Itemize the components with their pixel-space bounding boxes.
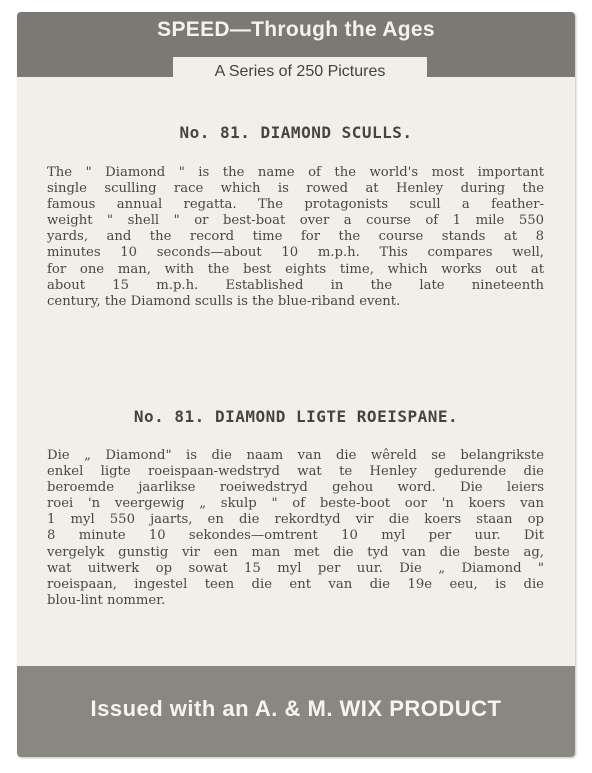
text-line: roei 'n veergewig „ skulp " of beste-boot oor 'n koers van xyxy=(47,496,544,512)
cigarette-card xyxy=(17,12,575,757)
footer-band xyxy=(17,666,575,757)
english-description xyxy=(47,165,544,310)
issuer-text: Issued with an A. & M. WIX PRODUCT xyxy=(90,696,502,721)
text-line: 8 minute 10 sekondes—omtrent 10 myl per uur. Dit xyxy=(47,528,544,544)
card-series-title: SPEED—Through the Ages xyxy=(157,18,435,41)
text-line: minutes 10 seconds—about 10 m.p.h. This compares well, xyxy=(47,245,544,261)
text-line: 1 myl 550 jaarts, en die rekordtyd vir die koers staan op xyxy=(47,512,544,528)
text-line: Die „ Diamond" is die naam van die wêreld se belangrikste xyxy=(47,448,544,463)
text-line: vergelyk gunstig vir een man met die tyd van die beste ag, xyxy=(47,544,544,560)
text-line: weight " shell " or best-boat over a course of 1 mile 550 xyxy=(47,213,544,229)
text-line: famous annual regatta. The protagonists scull a feather- xyxy=(47,197,544,213)
english-heading: No. 81. DIAMOND SCULLS. xyxy=(179,123,413,142)
text-line: beroemde jaarlikse roeiwedstryd gehou word. Die leiers xyxy=(47,480,544,496)
afrikaans-heading: No. 81. DIAMOND LIGTE ROEISPANE. xyxy=(133,407,459,426)
series-count-label: A Series of 250 Pictures xyxy=(173,57,427,87)
text-line: yards, and the record time for the course stands at 8 xyxy=(47,229,544,245)
text-line: single sculling race which is rowed at Henley during the xyxy=(47,181,544,197)
text-line: roeispaan, ingestel teen die ent van die 19e eeu, is die xyxy=(47,576,544,592)
afrikaans-description xyxy=(47,448,544,609)
text-line: century, the Diamond sculls is the blue-riband event. xyxy=(47,293,401,309)
text-line: about 15 m.p.h. Established in the late nineteenth xyxy=(47,277,544,293)
text-line: wat uitwerk op sowat 15 myl per uur. Die „ Diamond " xyxy=(47,560,544,576)
text-line: The " Diamond " is the name of the world's most important xyxy=(47,165,544,180)
text-line: enkel ligte roeispaan-wedstryd wat te Henley gedurende die xyxy=(47,464,544,480)
text-line: blou-lint nommer. xyxy=(47,592,166,608)
text-line: for one man, with the best eights time, which works out at xyxy=(47,261,544,277)
